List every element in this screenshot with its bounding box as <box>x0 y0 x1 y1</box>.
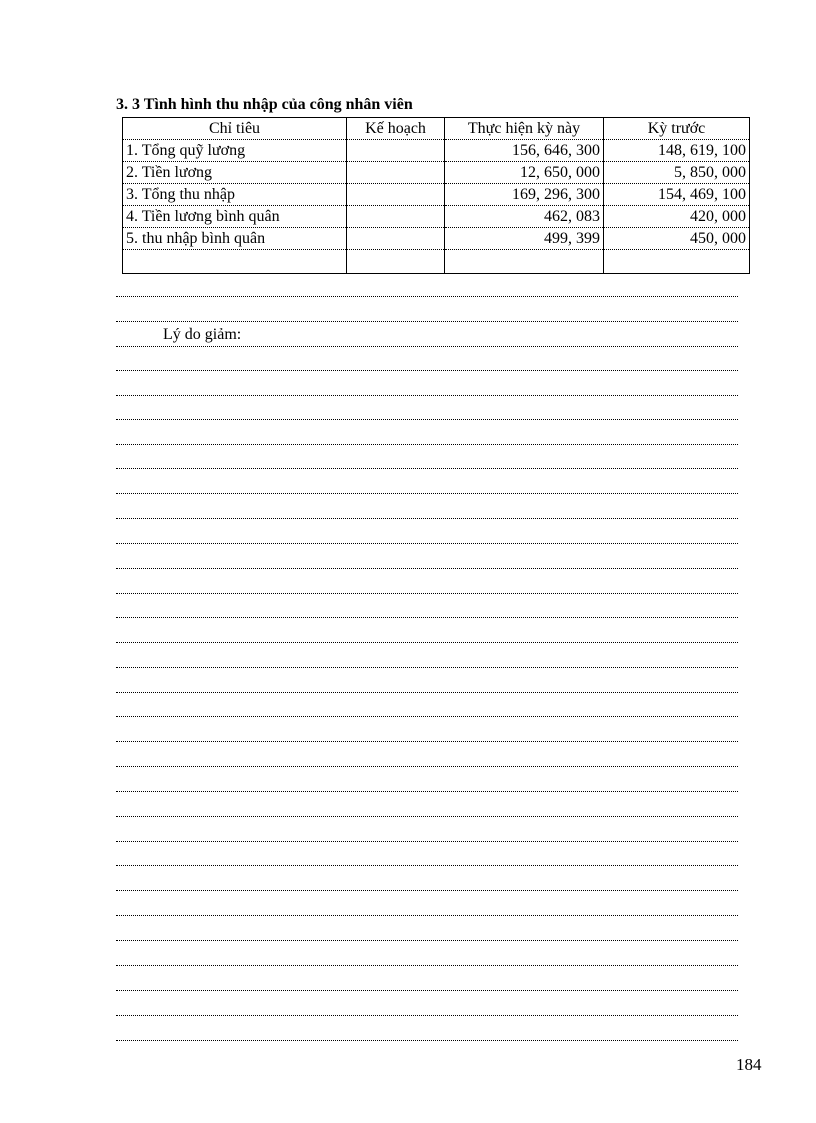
dotted-line <box>116 716 738 717</box>
dotted-line <box>116 395 738 396</box>
dotted-line <box>116 468 738 469</box>
header-plan: Kế hoạch <box>347 118 445 140</box>
header-actual: Thực hiện kỳ này <box>445 118 604 140</box>
dotted-line <box>116 940 738 941</box>
table-row <box>123 184 750 206</box>
table-row <box>123 228 750 250</box>
reason-label: Lý do giảm: <box>163 326 242 343</box>
page-number: 184 <box>736 1055 762 1074</box>
dotted-line <box>116 1015 738 1016</box>
cell-indicator <box>123 250 347 274</box>
cell-indicator: 2. Tiền lương <box>123 162 347 184</box>
dotted-line <box>116 890 738 891</box>
cell-indicator: 4. Tiền lương bình quân <box>123 206 347 228</box>
dotted-line <box>116 642 738 643</box>
cell-plan <box>347 184 445 206</box>
cell-previous: 148, 619, 100 <box>604 140 750 162</box>
dotted-line <box>116 321 738 322</box>
cell-actual: 169, 296, 300 <box>445 184 604 206</box>
dotted-line <box>116 791 738 792</box>
dotted-line <box>116 543 738 544</box>
dotted-line <box>116 370 738 371</box>
cell-indicator: 1. Tổng quỹ lương <box>123 140 347 162</box>
cell-previous: 450, 000 <box>604 228 750 250</box>
dotted-line <box>116 841 738 842</box>
cell-actual: 499, 399 <box>445 228 604 250</box>
dotted-line <box>116 346 738 347</box>
cell-actual: 156, 646, 300 <box>445 140 604 162</box>
cell-previous: 154, 469, 100 <box>604 184 750 206</box>
dotted-line <box>116 816 738 817</box>
dotted-line <box>116 444 738 445</box>
income-table <box>122 117 750 274</box>
cell-plan <box>347 250 445 274</box>
cell-plan <box>347 228 445 250</box>
header-previous: Kỳ trước <box>604 118 750 140</box>
cell-plan <box>347 206 445 228</box>
dotted-line <box>116 990 738 991</box>
table-row <box>123 250 750 274</box>
cell-previous: 420, 000 <box>604 206 750 228</box>
dotted-line <box>116 965 738 966</box>
dotted-line <box>116 692 738 693</box>
dotted-line <box>116 296 738 297</box>
dotted-line <box>116 865 738 866</box>
dotted-line <box>116 568 738 569</box>
cell-indicator: 3. Tổng thu nhập <box>123 184 347 206</box>
cell-actual: 12, 650, 000 <box>445 162 604 184</box>
header-indicator: Chỉ tiêu <box>123 118 347 140</box>
table-row <box>123 206 750 228</box>
cell-plan <box>347 140 445 162</box>
cell-actual: 462, 083 <box>445 206 604 228</box>
table-row <box>123 162 750 184</box>
dotted-line <box>116 419 738 420</box>
dotted-line <box>116 766 738 767</box>
cell-actual <box>445 250 604 274</box>
cell-plan <box>347 162 445 184</box>
dotted-line <box>116 741 738 742</box>
cell-previous: 5, 850, 000 <box>604 162 750 184</box>
cell-previous <box>604 250 750 274</box>
dotted-line <box>116 493 738 494</box>
dotted-line <box>116 518 738 519</box>
dotted-line <box>116 915 738 916</box>
table-header-row <box>123 118 750 140</box>
dotted-line <box>116 593 738 594</box>
dotted-line <box>116 667 738 668</box>
dotted-line <box>116 617 738 618</box>
section-title: 3. 3 Tình hình thu nhập của công nhân viên <box>116 96 413 113</box>
table-row <box>123 140 750 162</box>
cell-indicator: 5. thu nhập bình quân <box>123 228 347 250</box>
dotted-line <box>116 1040 738 1041</box>
